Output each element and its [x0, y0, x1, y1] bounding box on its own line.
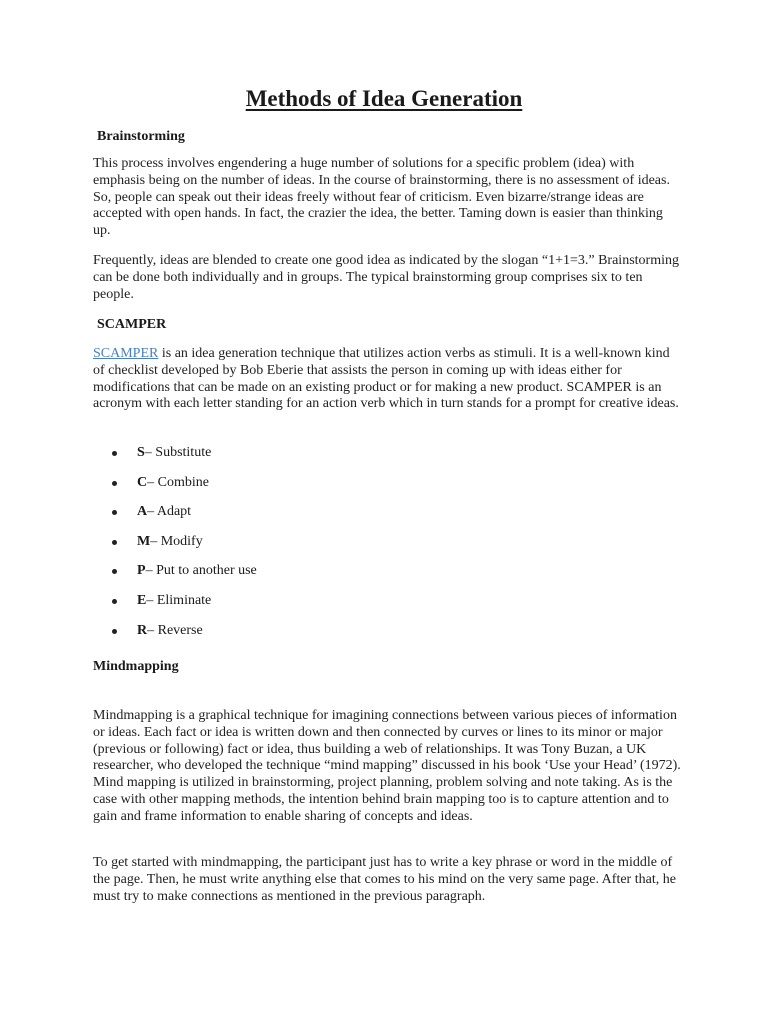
list-item-text: – Modify: [150, 533, 203, 549]
list-item: [112, 622, 257, 652]
bullet-icon: [112, 599, 117, 604]
scamper-list: [112, 444, 257, 651]
list-item: [112, 562, 257, 592]
list-item-letter: C: [137, 474, 148, 490]
scamper-paragraph: [93, 346, 683, 413]
list-item: [112, 533, 257, 563]
list-item-letter: P: [137, 563, 146, 579]
list-item: [112, 444, 257, 474]
list-item-letter: M: [137, 533, 151, 549]
mindmapping-paragraph-2: To get started with mindmapping, the participant just has to write a key phrase or word in the middle of the page. Then, he must write anything else that comes to his mind on the very same page. After that, he must try to make connections as mentioned in the previous paragraph.: [93, 855, 676, 904]
list-item: [112, 474, 257, 504]
list-item-text: – Put to another use: [145, 563, 257, 579]
brainstorming-heading: Brainstorming: [97, 129, 185, 144]
list-item: [112, 592, 257, 622]
list-item-text: – Substitute: [144, 445, 212, 460]
list-item-text: – Eliminate: [146, 592, 212, 608]
list-item-text: – Reverse: [147, 622, 203, 638]
scamper-paragraph-text: is an idea generation technique that utilizes action verbs as stimuli. It is a well-known kind of checklist developed by Bob Eberie that assists the person in coming up with ideas either for modifications that can be made on an existing product or for making a new product. SCAMPER is an acronym with each letter standing for an action verb which in turn stands for a prompt for creative ideas.: [93, 346, 679, 412]
document-title: Methods of Idea Generation: [245, 86, 523, 111]
scamper-heading: SCAMPER: [97, 317, 167, 332]
brainstorming-paragraph-2: Frequently, ideas are blended to create one good idea as indicated by the slogan “1+1=3.” Brainstorming can be done both individually and in groups. The typical brainstorming group comprises six to ten people.: [93, 253, 679, 302]
bullet-icon: [112, 451, 117, 456]
bullet-icon: [112, 481, 117, 486]
bullet-icon: [112, 510, 117, 515]
bullet-icon: [112, 540, 117, 545]
brainstorming-paragraph-1: This process involves engendering a huge number of solutions for a specific problem (idea) with emphasis being on the number of ideas. In the course of brainstorming, there is no assessment of ideas. So, people can speak out their ideas freely without fear of criticism. Even bizarre/strange ideas are accepted with open hands. In fact, the crazier the idea, the better. Taming down is easier than thinking up.: [93, 156, 670, 239]
list-item-letter: S: [137, 445, 145, 460]
mindmapping-heading: Mindmapping: [93, 659, 179, 674]
bullet-icon: [112, 569, 117, 574]
mindmapping-paragraph-1: Mindmapping is a graphical technique for imagining connections between various pieces of information or ideas. Each fact or idea is written down and then connected by curves or lines to its minor or major (previous or following) fact or idea, thus building a web of relationships. It was Tony Buzan, a UK researcher, who developed the technique “mind mapping” discussed in his book ‘Use your Head’ (1972). Mind mapping is utilized in brainstorming, project planning, problem solving and note taking. As is the case with other mapping methods, the intention behind brain mapping too is to capture attention and to gain and frame information to enable sharing of concepts and ideas.: [93, 708, 681, 824]
list-item: [112, 503, 257, 533]
list-item-text: – Adapt: [147, 504, 192, 520]
list-item-letter: E: [137, 592, 147, 608]
scamper-link[interactable]: SCAMPER: [93, 346, 159, 361]
bullet-icon: [112, 629, 117, 634]
list-item-text: – Combine: [147, 474, 209, 490]
list-item-letter: R: [137, 622, 148, 638]
list-item-letter: A: [137, 504, 148, 520]
